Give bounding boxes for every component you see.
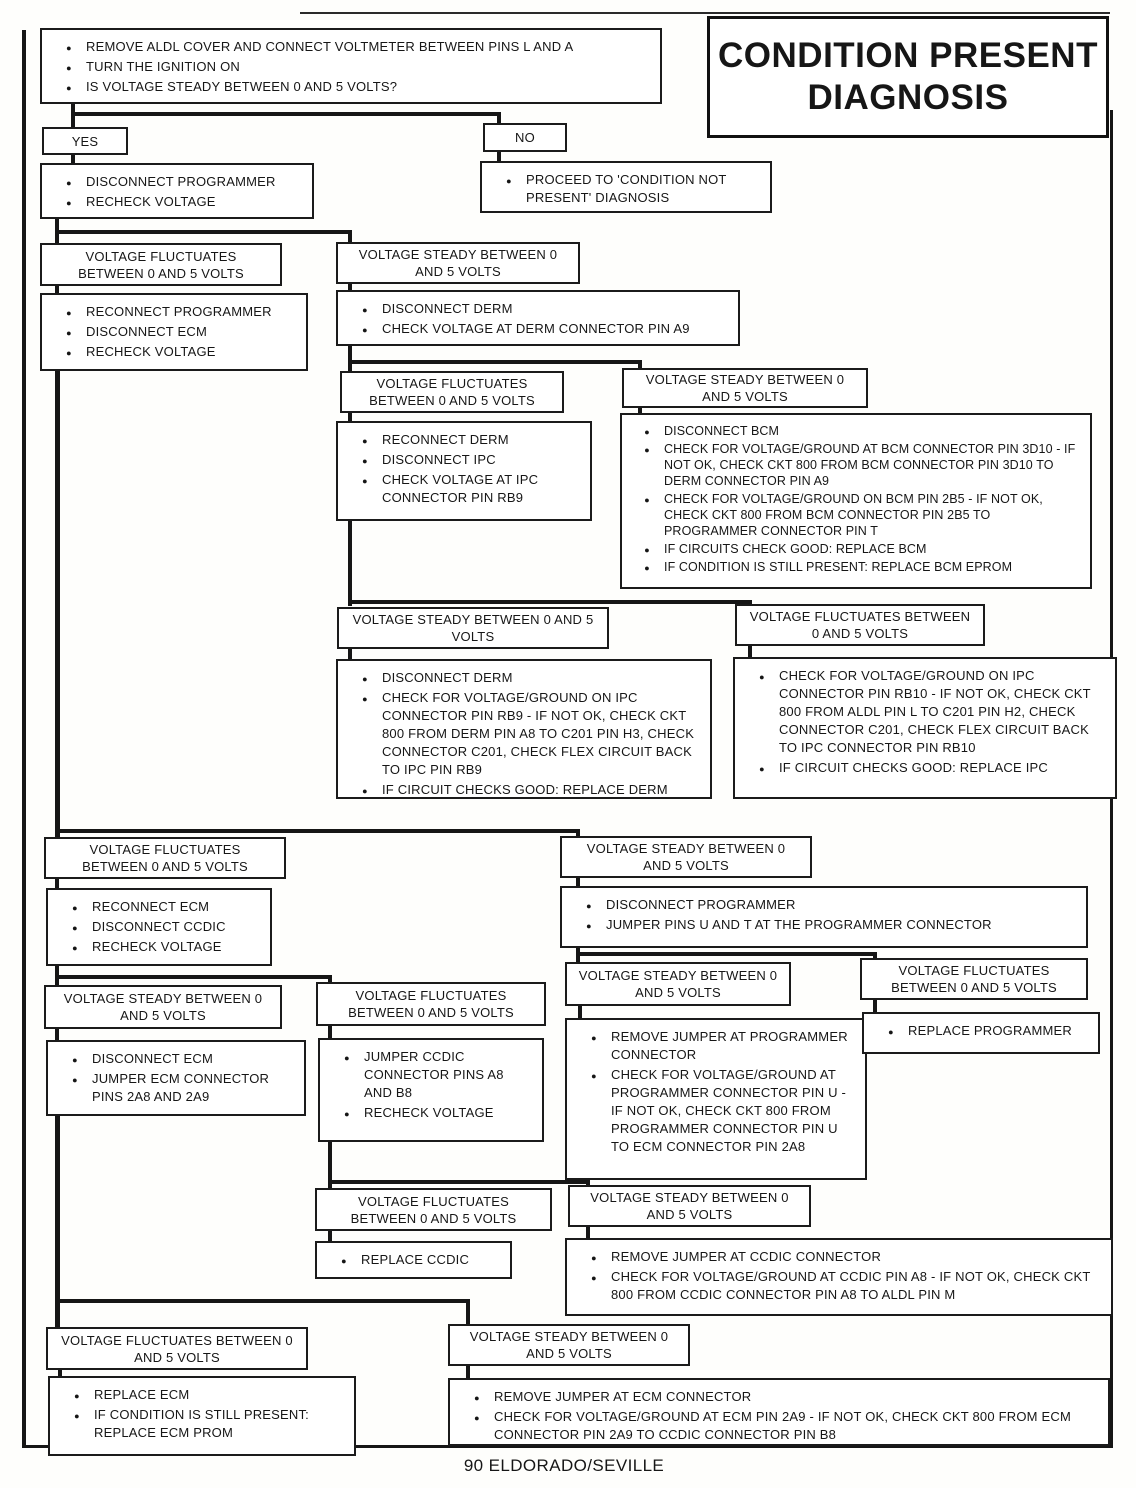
bullet-text: DISCONNECT IPC xyxy=(382,452,496,467)
bullet-text: IF CIRCUIT CHECKS GOOD: REPLACE DERM xyxy=(382,782,668,797)
reconnect-ecm-box xyxy=(46,888,272,966)
bullet-text: RECONNECT PROGRAMMER xyxy=(86,304,272,319)
bullet-text: CHECK FOR VOLTAGE/GROUND ON IPC CONNECTOR PIN RB9 - IF NOT OK, CHECK CKT 800 FROM DERM PIN A8 TO C201 PIN H3, CHECK CONNECTOR C201, CHECK FLEX CIRCUIT BACK TO IPC PIN RB9 xyxy=(382,690,695,777)
bullet-text: DISCONNECT DERM xyxy=(382,670,513,685)
remove-jumper-ccdic-box xyxy=(565,1238,1113,1316)
label-voltage-steady-1: VOLTAGE STEADY BETWEEN 0 AND 5 VOLTS xyxy=(336,242,580,284)
bullet-text: IS VOLTAGE STEADY BETWEEN 0 AND 5 VOLTS? xyxy=(86,79,398,94)
bullet-text: REPLACE CCDIC xyxy=(361,1252,470,1267)
bullet-item xyxy=(630,559,1082,575)
bullet-text: REPLACE PROGRAMMER xyxy=(908,1023,1072,1038)
bullet-icon: ● xyxy=(74,1391,80,1401)
connector-line xyxy=(55,829,580,833)
bullet-icon: ● xyxy=(72,903,78,913)
bullet-text: CHECK FOR VOLTAGE/GROUND ON IPC CONNECTOR PIN RB10 - IF NOT OK, CHECK CKT 800 FROM ALDL PIN L TO C201 PIN H2, CHECK CONNECTOR C201, CHECK FLEX CIRCUIT BACK TO IPC CONNECTOR PIN RB10 xyxy=(779,668,1091,755)
bullet-text: CHECK FOR VOLTAGE/GROUND AT BCM CONNECTOR PIN 3D10 - IF NOT OK, CHECK CKT 800 FROM BCM CONNECTOR PIN 3D10 TO DERM CONNECTOR PIN A9 xyxy=(664,442,1076,488)
label-voltage-fluctuates-6: VOLTAGE FLUCTUATES BETWEEN 0 AND 5 VOLTS xyxy=(860,958,1088,1000)
bullet-icon: ● xyxy=(362,325,368,335)
bullet-text: JUMPER ECM CONNECTOR PINS 2A8 AND 2A9 xyxy=(92,1071,270,1104)
bullet-text: DISCONNECT ECM xyxy=(92,1051,214,1066)
bullet-text: PROCEED TO 'CONDITION NOT PRESENT' DIAGNOSIS xyxy=(526,172,727,205)
bullet-icon: ● xyxy=(644,495,650,505)
bullet-item xyxy=(348,431,580,449)
bullet-item xyxy=(348,451,580,469)
branch-label-yes: YES xyxy=(42,127,128,155)
bullet-text: RECHECK VOLTAGE xyxy=(86,344,216,359)
bullet-text: CHECK FOR VOLTAGE/GROUND AT PROGRAMMER CONNECTOR PIN U - IF NOT OK, CHECK CKT 800 FROM PROGRAMMER CONNECTOR PIN U TO ECM CONNECTOR PIN 2A8 xyxy=(611,1067,847,1154)
replace-programmer-box xyxy=(862,1012,1100,1054)
bullet-text: CHECK FOR VOLTAGE/GROUND AT CCDIC PIN A8 - IF NOT OK, CHECK CKT 800 FROM CCDIC CONNECTOR PIN A8 TO ALDL PIN M xyxy=(611,1269,1091,1302)
bullet-icon: ● xyxy=(644,427,650,437)
bullet-icon: ● xyxy=(66,308,72,318)
bullet-text: IF CIRCUITS CHECK GOOD: REPLACE BCM xyxy=(664,542,927,556)
bullet-icon: ● xyxy=(591,1071,597,1081)
page-footer: 90 ELDORADO/SEVILLE xyxy=(463,1456,665,1475)
bullet-item xyxy=(745,667,1105,757)
bullet-item xyxy=(572,916,1076,934)
bullet-text: DISCONNECT PROGRAMMER xyxy=(86,174,276,189)
connector-line xyxy=(348,521,352,606)
bullet-icon: ● xyxy=(362,786,368,796)
bullet-icon: ● xyxy=(341,1256,347,1266)
bullet-item xyxy=(630,441,1082,489)
bullet-icon: ● xyxy=(66,198,72,208)
bullet-item xyxy=(492,171,760,207)
connector-line xyxy=(466,1299,470,1326)
bullet-item xyxy=(630,491,1082,539)
bullet-text: RECHECK VOLTAGE xyxy=(364,1105,494,1120)
bullet-text: JUMPER PINS U AND T AT THE PROGRAMMER CONNECTOR xyxy=(606,917,992,932)
bullet-item xyxy=(52,173,302,191)
connector-line xyxy=(348,600,752,604)
remove-jumper-ecm-box xyxy=(448,1378,1110,1446)
bullet-item xyxy=(348,669,700,687)
bullet-item xyxy=(348,320,728,338)
connector-line xyxy=(328,1180,590,1184)
bullet-text: DISCONNECT ECM xyxy=(86,324,208,339)
bullet-item xyxy=(52,193,302,211)
bullet-item xyxy=(330,1104,532,1122)
bullet-text: REMOVE JUMPER AT CCDIC CONNECTOR xyxy=(611,1249,882,1264)
label-voltage-steady-8: VOLTAGE STEADY BETWEEN 0 AND 5 VOLTS xyxy=(448,1324,690,1366)
bullet-item xyxy=(460,1388,1098,1406)
bullet-text: RECHECK VOLTAGE xyxy=(86,194,216,209)
page-frame-top xyxy=(300,12,1110,14)
page-title-line2: DIAGNOSIS xyxy=(807,78,1009,117)
bullet-icon: ● xyxy=(66,63,72,73)
bullet-text: CHECK VOLTAGE AT IPC CONNECTOR PIN RB9 xyxy=(382,472,539,505)
bullet-icon: ● xyxy=(586,921,592,931)
bullet-icon: ● xyxy=(759,672,765,682)
replace-ccdic-box xyxy=(315,1241,512,1279)
bullet-text: CHECK FOR VOLTAGE/GROUND ON BCM PIN 2B5 - IF NOT OK, CHECK CKT 800 FROM BCM CONNECTOR PIN 2B5 TO PROGRAMMER CONNECTOR PIN T xyxy=(664,492,1043,538)
label-voltage-fluctuates-5: VOLTAGE FLUCTUATES BETWEEN 0 AND 5 VOLTS xyxy=(316,982,546,1026)
bullet-icon: ● xyxy=(362,305,368,315)
bullet-text: DISCONNECT DERM xyxy=(382,301,513,316)
bullet-icon: ● xyxy=(362,436,368,446)
bullet-text: RECONNECT ECM xyxy=(92,899,210,914)
bullet-item xyxy=(330,1048,532,1102)
reconnect-derm-box xyxy=(336,421,592,521)
bullet-text: REPLACE ECM xyxy=(94,1387,190,1402)
disconnect-ecm-jumper-box xyxy=(46,1040,306,1116)
bullet-item xyxy=(577,1248,1101,1266)
bullet-item xyxy=(460,1408,1098,1444)
remove-jumper-programmer-box xyxy=(565,1018,867,1180)
connector-line xyxy=(71,112,501,116)
bullet-icon: ● xyxy=(66,328,72,338)
bullet-text: REMOVE ALDL COVER AND CONNECT VOLTMETER BETWEEN PINS L AND A xyxy=(86,39,574,54)
bullet-item xyxy=(577,1028,855,1064)
label-voltage-fluctuates-8: VOLTAGE FLUCTUATES BETWEEN 0 AND 5 VOLTS xyxy=(46,1327,308,1370)
branch-label-no: NO xyxy=(483,123,567,152)
bullet-item xyxy=(58,898,260,916)
bullet-icon: ● xyxy=(72,923,78,933)
page-frame-left xyxy=(22,30,26,1448)
bullet-item xyxy=(327,1251,500,1269)
connector-line xyxy=(348,360,642,364)
bullet-icon: ● xyxy=(72,1055,78,1065)
reconnect-programmer-box xyxy=(40,293,308,371)
bullet-item xyxy=(58,1050,294,1068)
bullet-icon: ● xyxy=(644,445,650,455)
connector-line xyxy=(55,1299,470,1303)
bullet-icon: ● xyxy=(591,1273,597,1283)
bullet-icon: ● xyxy=(66,83,72,93)
bullet-text: DISCONNECT PROGRAMMER xyxy=(606,897,796,912)
bullet-item xyxy=(60,1406,344,1442)
bullet-icon: ● xyxy=(72,943,78,953)
bullet-text: DISCONNECT BCM xyxy=(664,424,780,438)
bcm-check-box xyxy=(620,413,1092,589)
bullet-item xyxy=(52,323,296,341)
bullet-item xyxy=(630,541,1082,557)
label-voltage-fluctuates-7: VOLTAGE FLUCTUATES BETWEEN 0 AND 5 VOLTS xyxy=(315,1188,552,1231)
bullet-icon: ● xyxy=(474,1413,480,1423)
bullet-text: IF CONDITION IS STILL PRESENT: REPLACE BCM EPROM xyxy=(664,560,1013,574)
connector-line xyxy=(55,975,332,979)
bullet-text: REMOVE JUMPER AT ECM CONNECTOR xyxy=(494,1389,752,1404)
bullet-item xyxy=(348,300,728,318)
label-voltage-fluctuates-2: VOLTAGE FLUCTUATES BETWEEN 0 AND 5 VOLTS xyxy=(340,371,564,413)
bullet-item xyxy=(348,471,580,507)
page-title-line1: CONDITION PRESENT xyxy=(718,36,1098,75)
bullet-item xyxy=(348,689,700,779)
bullet-icon: ● xyxy=(362,674,368,684)
connector-line xyxy=(576,952,877,956)
label-voltage-steady-5: VOLTAGE STEADY BETWEEN 0 AND 5 VOLTS xyxy=(44,985,282,1029)
replace-ecm-box xyxy=(48,1376,356,1456)
bullet-icon: ● xyxy=(474,1393,480,1403)
label-voltage-steady-2: VOLTAGE STEADY BETWEEN 0 AND 5 VOLTS xyxy=(622,368,868,408)
label-voltage-steady-4: VOLTAGE STEADY BETWEEN 0 AND 5 VOLTS xyxy=(560,836,812,878)
label-voltage-steady-3: VOLTAGE STEADY BETWEEN 0 AND 5 VOLTS xyxy=(337,607,609,649)
bullet-icon: ● xyxy=(362,476,368,486)
bullet-item xyxy=(58,918,260,936)
bullet-item xyxy=(52,343,296,361)
bullet-icon: ● xyxy=(74,1411,80,1421)
bullet-item xyxy=(52,38,650,56)
bullet-text: RECHECK VOLTAGE xyxy=(92,939,222,954)
label-voltage-steady-7: VOLTAGE STEADY BETWEEN 0 AND 5 VOLTS xyxy=(568,1185,811,1227)
bullet-item xyxy=(630,423,1082,439)
bullet-text: RECONNECT DERM xyxy=(382,432,509,447)
bullet-icon: ● xyxy=(344,1053,350,1063)
bullet-icon: ● xyxy=(72,1075,78,1085)
connector-line xyxy=(55,1116,60,1329)
jumper-ccdic-box xyxy=(318,1038,544,1142)
bullet-text: CHECK VOLTAGE AT DERM CONNECTOR PIN A9 xyxy=(382,321,690,336)
bullet-icon: ● xyxy=(344,1109,350,1119)
bullet-text: IF CIRCUIT CHECKS GOOD: REPLACE IPC xyxy=(779,760,1048,775)
bullet-icon: ● xyxy=(66,348,72,358)
page-title xyxy=(707,16,1109,138)
ipc-check-box xyxy=(733,657,1117,799)
bullet-item xyxy=(577,1066,855,1156)
disconnect-programmer-jumper-box xyxy=(560,886,1088,948)
bullet-text: IF CONDITION IS STILL PRESENT: REPLACE ECM PROM xyxy=(94,1407,309,1440)
bullet-item xyxy=(52,78,650,96)
bullet-icon: ● xyxy=(591,1033,597,1043)
bullet-text: JUMPER CCDIC CONNECTOR PINS A8 AND B8 xyxy=(364,1049,504,1100)
connector-line xyxy=(55,371,60,839)
bullet-text: CHECK FOR VOLTAGE/GROUND AT ECM PIN 2A9 - IF NOT OK, CHECK CKT 800 FROM ECM CONNECTOR PIN 2A9 TO CCDIC CONNECTOR PIN B8 xyxy=(494,1409,1071,1442)
bullet-icon: ● xyxy=(644,563,650,573)
bullet-item xyxy=(58,1070,294,1106)
label-voltage-fluctuates-1: VOLTAGE FLUCTUATES BETWEEN 0 AND 5 VOLTS xyxy=(40,243,282,286)
bullet-icon: ● xyxy=(759,764,765,774)
bullet-icon: ● xyxy=(586,901,592,911)
bullet-icon: ● xyxy=(66,43,72,53)
disconnect-derm-box xyxy=(336,290,740,346)
start-question-box xyxy=(40,28,662,104)
bullet-icon: ● xyxy=(644,545,650,555)
bullet-text: DISCONNECT CCDIC xyxy=(92,919,226,934)
bullet-item xyxy=(874,1022,1088,1040)
label-voltage-fluctuates-4: VOLTAGE FLUCTUATES BETWEEN 0 AND 5 VOLTS xyxy=(44,837,286,879)
connector-line xyxy=(55,230,352,234)
yes-action-box xyxy=(40,163,314,219)
bullet-icon: ● xyxy=(66,178,72,188)
bullet-item xyxy=(572,896,1076,914)
bullet-icon: ● xyxy=(506,176,512,186)
bullet-item xyxy=(52,303,296,321)
label-voltage-steady-6: VOLTAGE STEADY BETWEEN 0 AND 5 VOLTS xyxy=(565,962,791,1006)
bullet-item xyxy=(348,781,700,799)
bullet-item xyxy=(745,759,1105,777)
bullet-icon: ● xyxy=(888,1027,894,1037)
bullet-item xyxy=(52,58,650,76)
bullet-text: TURN THE IGNITION ON xyxy=(86,59,240,74)
bullet-item xyxy=(58,938,260,956)
bullet-text: REMOVE JUMPER AT PROGRAMMER CONNECTOR xyxy=(611,1029,848,1062)
bullet-icon: ● xyxy=(362,456,368,466)
derm-check-box xyxy=(336,659,712,799)
bullet-item xyxy=(60,1386,344,1404)
label-voltage-fluctuates-3: VOLTAGE FLUCTUATES BETWEEN 0 AND 5 VOLTS xyxy=(735,604,985,646)
no-action-box xyxy=(480,161,772,213)
bullet-icon: ● xyxy=(591,1253,597,1263)
bullet-icon: ● xyxy=(362,694,368,704)
bullet-item xyxy=(577,1268,1101,1304)
